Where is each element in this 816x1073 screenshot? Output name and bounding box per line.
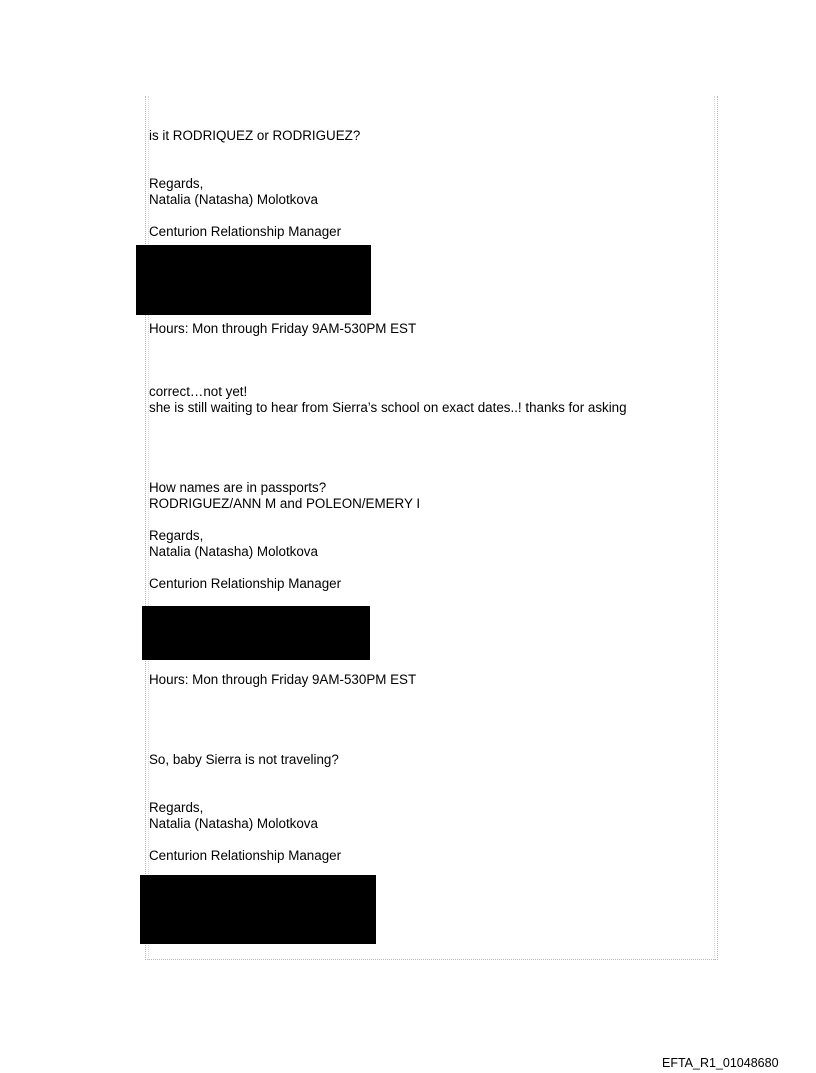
redaction-block-3 xyxy=(140,875,376,944)
redaction-block-1 xyxy=(136,245,371,315)
message-1-sender-title: Centurion Relationship Manager xyxy=(149,224,342,239)
message-2-body-line-1: correct…not yet! xyxy=(149,384,248,399)
frame-inner-border-right xyxy=(714,96,716,960)
message-1-hours: Hours: Mon through Friday 9AM-530PM EST xyxy=(149,321,417,336)
message-3-body-line-2: RODRIGUEZ/ANN M and POLEON/EMERY I xyxy=(149,496,421,511)
message-3-sender-title: Centurion Relationship Manager xyxy=(149,576,342,591)
message-4-sender-title: Centurion Relationship Manager xyxy=(149,848,342,863)
message-3-sender-name: Natalia (Natasha) Molotkova xyxy=(149,544,318,559)
redaction-block-2 xyxy=(142,606,370,660)
message-4-body-line-1: So, baby Sierra is not traveling? xyxy=(149,752,339,767)
message-2-body-line-2: she is still waiting to hear from Sierra’s school on exact dates..! thanks for asking xyxy=(149,400,627,415)
document-id: EFTA_R1_01048680 xyxy=(662,1056,779,1070)
message-1-closing: Regards, xyxy=(149,176,204,191)
message-1-body-line-1: is it RODRIQUEZ or RODRIGUEZ? xyxy=(149,128,361,143)
message-4-sender-name: Natalia (Natasha) Molotkova xyxy=(149,816,318,831)
message-3-hours: Hours: Mon through Friday 9AM-530PM EST xyxy=(149,672,417,687)
message-3-body-line-1: How names are in passports? xyxy=(149,480,327,495)
message-3-closing: Regards, xyxy=(149,528,204,543)
message-1-sender-name: Natalia (Natasha) Molotkova xyxy=(149,192,318,207)
message-4-closing: Regards, xyxy=(149,800,204,815)
